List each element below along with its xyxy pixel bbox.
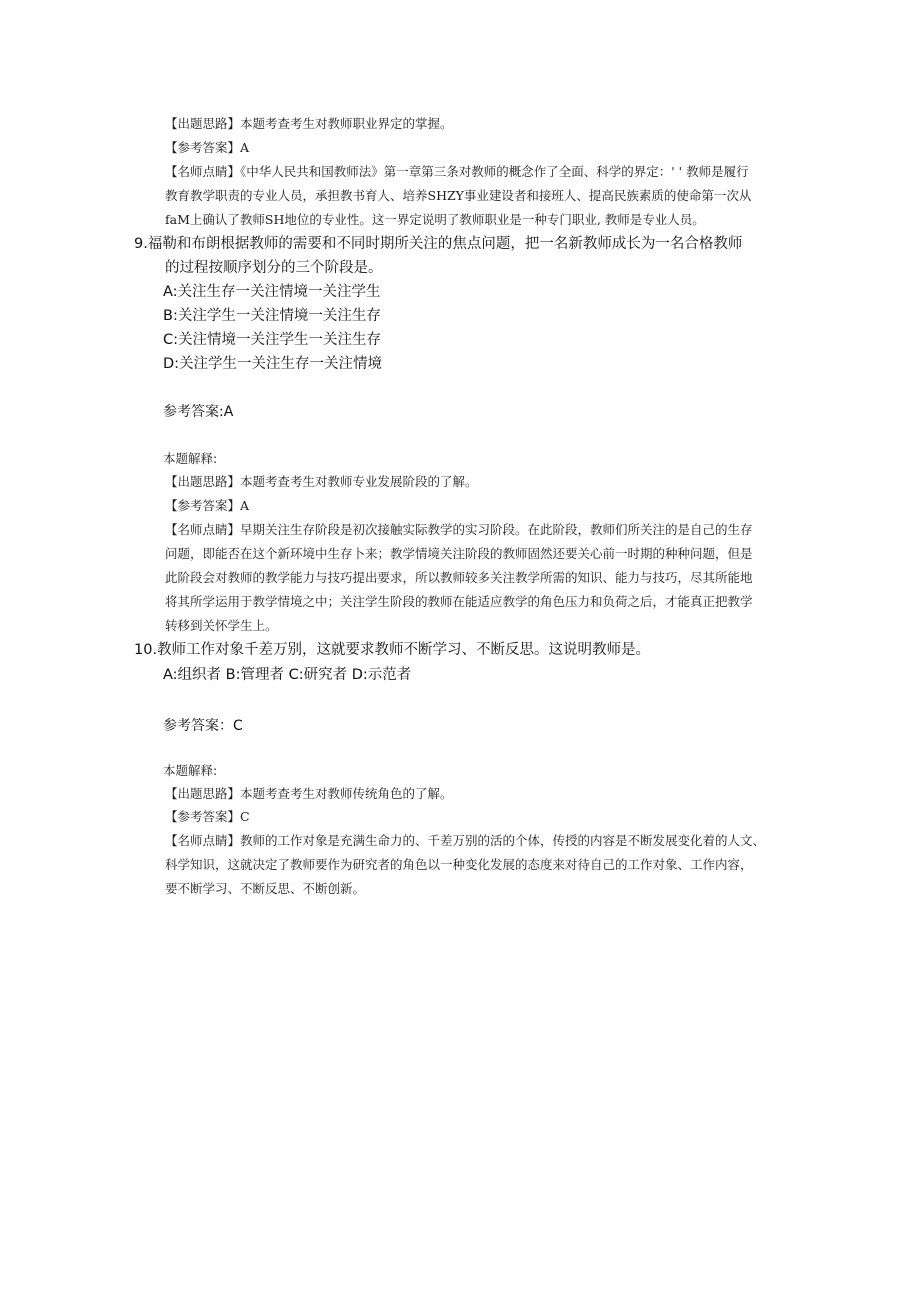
q9-point-line-4: 将其所学运用于教学情境之中；关注学生阶段的教师在能适应教学的角色压力和负荷之后，才能真正把教学 [165,594,753,609]
q9-point-line-5: 转移到关怀学生上。 [165,618,278,633]
q9-idea: 【出题思路】本题考查考生对教师专业发展阶段的了解。 [165,474,478,489]
prev-point-line-2: 教育教学职责的专业人员，承担教书育人、培养SHZY事业建设者和接班人、提高民族素质的使命第一次从 [165,188,752,203]
q9-point-line-3: 此阶段会对教师的教学能力与技巧提出要求，所以教师较多关注教学所需的知识、能力与技巧，尽其所能地 [165,570,753,585]
prev-point-line-3: faM上确认了教师SH地位的专业性。这一界定说明了教师职业是一种专门职业, 教师是专业人员。 [165,212,705,227]
q10-options: A:组织者 B:管理者 C:研究者 D:示范者 [163,667,412,683]
q10-answer: 参考答案：C [163,718,243,734]
q9-answer: 参考答案:A [163,404,234,420]
q9-option-c: C:关注情境一关注学生一关注生存 [163,332,382,348]
q10-explain-label: 本题解释: [163,763,218,778]
q10-point-line-3: 要不断学习、不断反思、不断创新。 [165,881,366,896]
q9-ref-answer: 【参考答案】A [165,498,250,513]
q10-stem: 10.教师工作对象千差万别，这就要求教师不断学习、不断反思。这说明教师是。 [134,642,651,658]
q10-point-line-2: 科学知识，这就决定了教师要作为研究者的角色以一种变化发展的态度来对待自己的工作对象、工作内容， [165,857,753,872]
q9-stem-line-1: 9.福勒和布朗根据教师的需要和不同时期所关注的焦点问题，把一名新教师成长为一名合格教师 [134,236,743,252]
prev-point-line-1: 【名师点睛】《中华人民共和国教师法》第一章第三条对教师的概念作了全面、科学的界定：' ' 教师是履行 [165,164,749,179]
q9-option-b: B:关注学生一关注情境一关注生存 [163,308,381,324]
q10-point-line-1: 【名师点睛】教师的工作对象是充满生命力的、千差万别的活的个体，传授的内容是不断发展变化着的人文、 [165,833,766,848]
q9-option-a: A:关注生存一关注情境一关注学生 [163,284,381,300]
q9-point-line-2: 问题，即能否在这个新环境中生存卜来；教学情境关注阶段的教师固然还要关心前一时期的种种问题，但是 [165,546,753,561]
prev-idea: 【出题思路】本题考查考生对教师职业界定的掌握。 [165,116,453,131]
q10-idea: 【出题思路】本题考查考生对教师传统角色的了解。 [165,786,453,801]
q9-explain-label: 本题解释: [163,451,218,466]
prev-ref-answer: 【参考答案】A [165,140,250,155]
q9-option-d: D:关注学生一关注生存一关注情境 [163,356,383,372]
q9-stem-line-2: 的过程按顺序划分的三个阶段是。 [165,260,383,276]
q10-ref-answer: 【参考答案】C [165,809,250,824]
q9-point-line-1: 【名师点睛】早期关注生存阶段是初次接触实际教学的实习阶段。在此阶段，教师们所关注的是自己的生存 [165,522,753,537]
